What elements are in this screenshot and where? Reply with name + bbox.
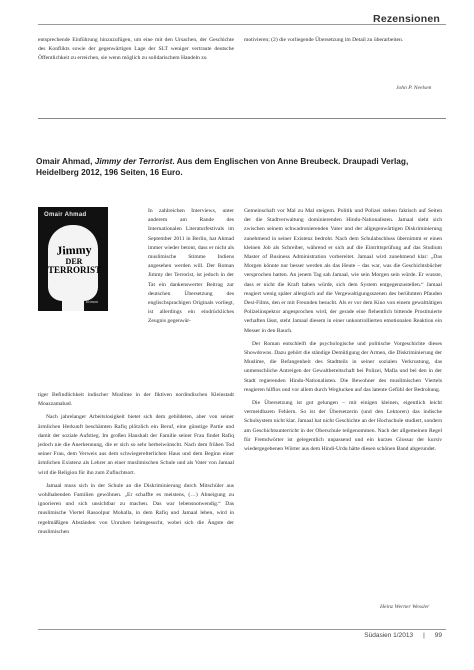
left-column-beside-cover (148, 207, 234, 327)
review-intro-continued: tiger Befindlichkeit indischer Muslime in der fiktiven nordindischen Kleinstadt Moazzamabad. (38, 392, 234, 408)
top-left-column (38, 36, 234, 64)
review-heading (36, 156, 436, 178)
footer-rule (38, 629, 446, 630)
cover-neck-silhouette (62, 291, 84, 311)
heading-author: Omair Ahmad, (36, 156, 95, 166)
journal-issue: Südasien 1/2013 (364, 632, 414, 639)
review-signature: Heinz Werner Wessler (380, 604, 430, 610)
footer-text (354, 632, 442, 639)
review-intro: In zahlreichen Interviews, unter anderem am Rande des Internationalen Literaturfestivals im September 2011 in Berlin, hat Ahmad immer wieder betont, dass er nicht als muslimische Stimme Indiens angesehen werden will. Der Roman Jimmy der Terrorist, ist jedoch in der Tat ein dankenswerter Beitrag zur deutschen Übersetzung des englischsprachigen Originals vorliegt, ist allerdings ein eindrückliches Zeugnis gegenwär- (148, 208, 234, 325)
review-paragraph-5: Der Roman entschleift die psychologische und politische Vorgeschichte dieses Showdowns. Dazu gehört die ständige Demütigung der Armen, die Diskriminierung der Muslime, die Befangenheit des Stadtteils in seiner sozialen Verkrustung, das unmenschliche Antreigen der Gewaltbereitschaft bei Polizei, Mafia und bei den in der Stadt regierenden Hindu-Nationalisten. Die Bewohner des muslimischen Viertels reagieren hilflos und vor allem durch Weglucken auf das latente Gefühl der Bedrohung. (244, 340, 442, 393)
cover-title-line2: DER (65, 257, 83, 266)
page-number: 99 (434, 632, 442, 639)
heading-details: . Aus dem Englischen von Anne Breubeck. Draupadi Verlag, Heidelberg 2012, 196 Seiten, 16 Euro. (36, 156, 409, 177)
cover-title-line1: Jimmy (56, 242, 92, 258)
cover-genre: Roman (86, 299, 98, 304)
page-footer (0, 618, 474, 648)
top-right-column (244, 36, 442, 45)
cover-author: Omair Ahmad (44, 212, 87, 218)
footer-separator: | (423, 632, 425, 639)
review-paragraph-4: Gemeinschaft vor Mal zu Mal steigern. Politik und Polizei stehen faktisch auf Seiten der die Stadtverwaltung dominierenden Hindu-Nationalisten. Jamaal sieht sich zwischen seinem schwadronierenden Vater und der allgegenwärtigen Diskriminierung zunehmend in seiner Existenz bedroht. Nach dem Schulabschluss übernimmt er einen kleinen Job als Schreiber, während er sich auf die Eintrittsprüfung auf das Studium Master of Business Administration vorbereitet. Jamaal wird zunehmend klar: „Das Morgen könnte nur besser werden als das Heute – das war, was die Geschichtsbücher versprochen hatten. An jenem Tag sah Jamaal, wie sein Morgen sein würde. Er wusste, dass er nicht die Kraft haben würde, sich dem System entgegenzustellen.“ Jamaal reagiert wenig später allergisch auf die Vergewaltigungsszenen des berühmten Pfauden Desi-Films, den er mit Freunden besucht. Als er vor dem Kino von einem gewalttätigen Polizeiinspektor angesprochen wird, der gerade eine flehentlich bittende Prostituierte verhaften lässt, steht Jamaal diesem in einer unkontrollierten emotionalen Reaktion ein Messer in den Bauch. (244, 208, 442, 334)
top-signature: John P. Neelsen (396, 85, 432, 91)
heading-book-title: Jimmy der Terrorist (94, 156, 173, 166)
cover-title-line3: TERRORIST (48, 265, 102, 275)
page-header (0, 0, 474, 34)
review-paragraph-2: Nach jahrelanger Arbeitslosigkeit bietet sich dem gebildeten, aber von seiner ärmlichen Herkunft beschämten Rafiq plötzlich ein Beruf, eine günstige Partie und damit der soziale Aufstieg. Im großen Haushalt der Familie seiner Frau findet Rafiq jedoch nie die Anerkennung, die er sich so sehr herbeiwünscht. Nach dem frühen Tod seiner Frau, dem Verweis aus dem schwiegerelterlichen Haus und dem Beginn einer ärmlichen Existenz als Lehrer an einer muslimischen Schule und als Vater von Jamaal wird die Religion für ihn zum Zufluchtsort. (38, 414, 234, 476)
right-column (244, 207, 442, 454)
header-rule (38, 24, 446, 25)
section-title: Rezensionen (373, 13, 440, 25)
top-right-text: motivieren; (2) die vorliegende Übersetzung im Detail zu überarbeiten. (244, 37, 404, 43)
top-left-text: entsprechende Einführung hinzuzufügen, um eine mit den Ursachen, der Geschichte des Konflikts sowie der gegenwärtigen Lage der SLT weniger vertraute deutsche Öffentlichkeit zu erreichen, sie wenn möglich zu solidarischem Handeln zu (38, 37, 234, 62)
review-paragraph-6: Die Übersetzung ist gut gelungen – mit einigen kleinen, eigentlich leicht vermeidbaren Fehlern. So ist der Übersetzerin (und den Lektoren) das indische Schulsystem nicht klar. Jamaal hat nicht Geschichte an der Hochschule studiert, sondern am Geschichtsunterricht in der Oberschule teilgenommen. Nach der allgemeinen Regel für Fremdwörter ist gelegentlich unpassend und ein kurzes Glossar der kursiv wiedergegebenen Wörter aus dem Hindi-Urdu hätte diesen schönen Band abgerundet. (244, 400, 442, 453)
section-divider (38, 118, 446, 119)
book-cover-image (38, 207, 108, 311)
review-paragraph-3: Jamaal muss sich in der Schule an die Diskriminierung durch Mitschüler aus wohlhabenden Familien gewöhnen. „Er schaffte es meistens, (…) Abneigung zu ignorieren und sich unsichtbar zu machen. Das war lebensnotwendig.“ Das muslimische Viertel Rasoolpur Mohalla, in dem Rafiq und Jamaal leben, wird in regelmäßigen Abständen von Unruhen heimgesucht, wobei sich die Ängste der muslimischen (38, 482, 234, 535)
left-column (38, 391, 234, 537)
